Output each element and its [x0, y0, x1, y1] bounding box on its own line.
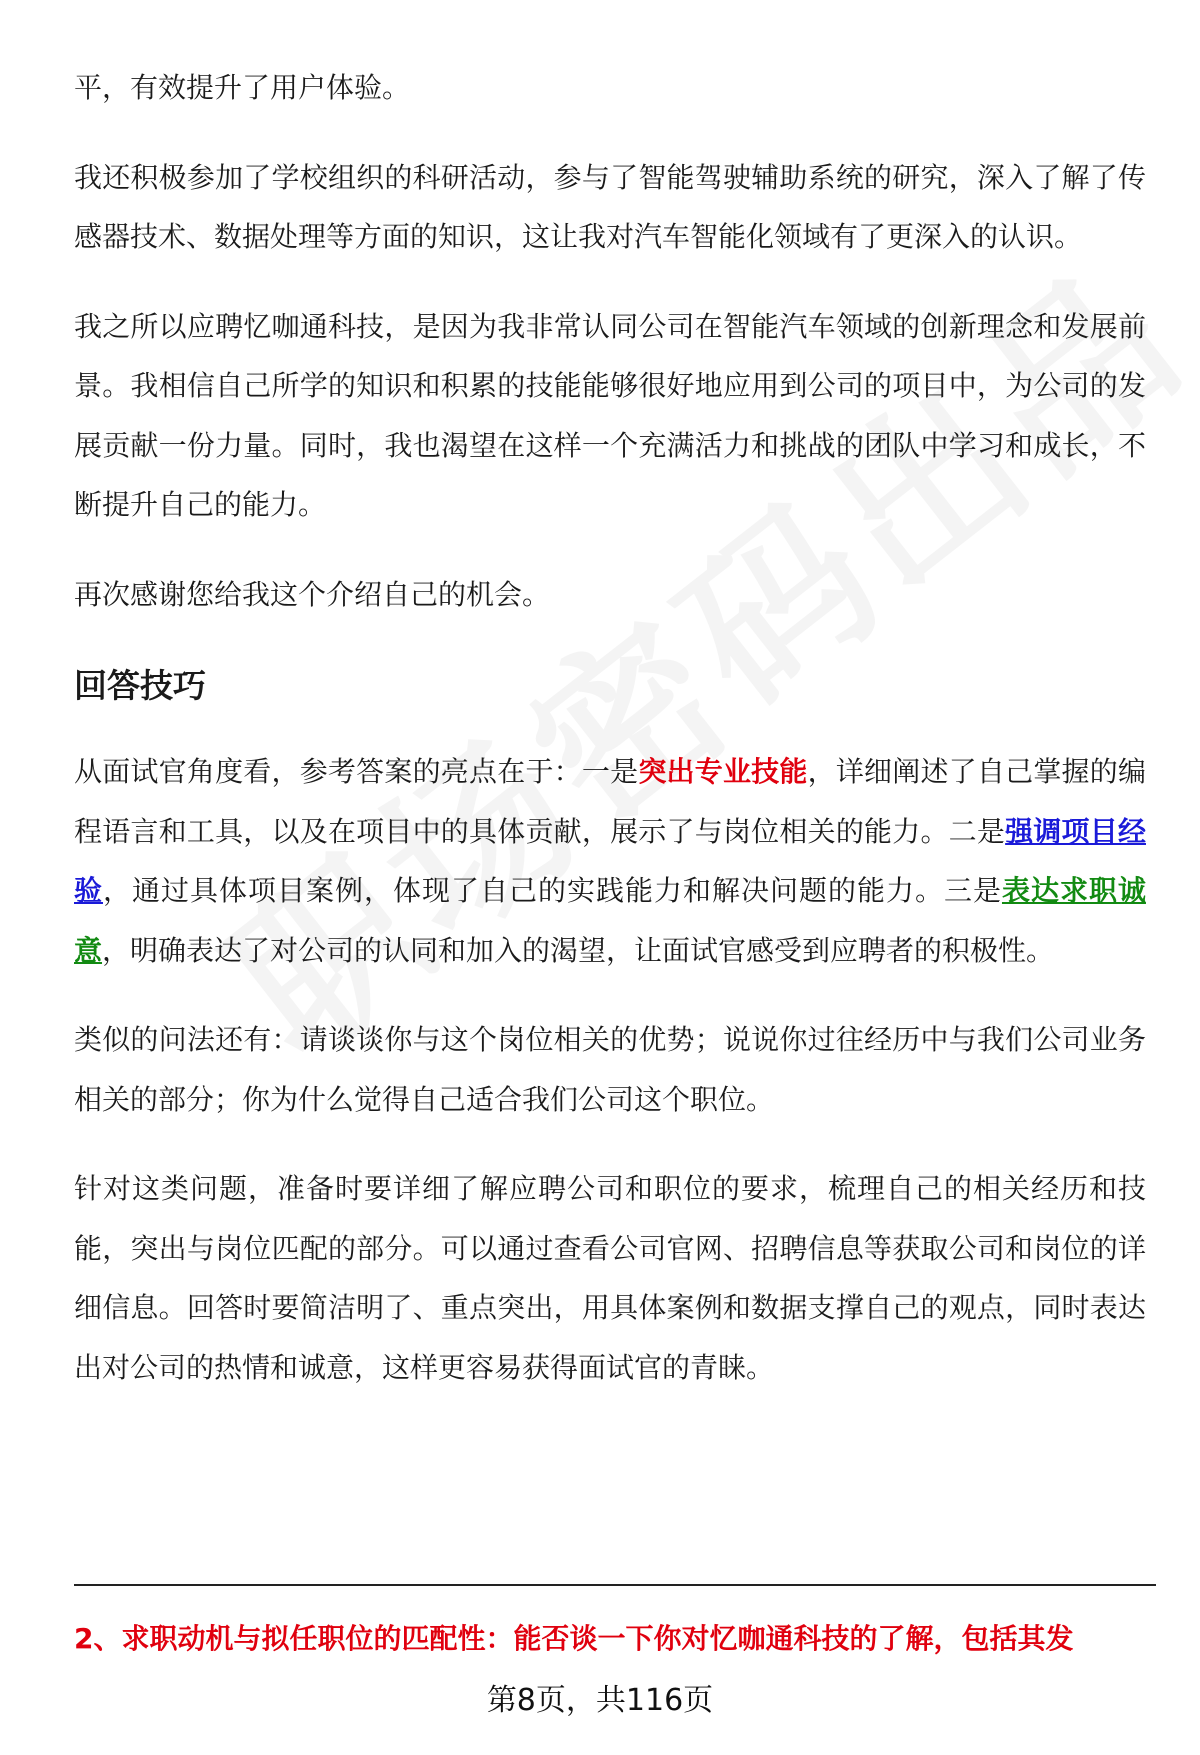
tips-text-c: ，通过具体项目案例，体现了自己的实践能力和解决问题的能力。三是: [103, 874, 1002, 907]
highlight-professional-skills: 突出专业技能: [638, 755, 808, 788]
tips-paragraph-3: 针对这类问题，准备时要详细了解应聘公司和职位的要求，梳理自己的相关经历和技能，突出与岗位匹配的部分。可以通过查看公司官网、招聘信息等获取公司和岗位的详细信息。回答时要简洁明了、重点突出，用具体案例和数据支撑自己的观点，同时表达出对公司的热情和诚意，这样更容易获得面试官的青睐。: [74, 1172, 1146, 1384]
page-footer: 第8页，共116页: [486, 1683, 714, 1718]
highlight-project-experience: 强调项目经验: [74, 814, 1146, 907]
paragraph-3: 我之所以应聘忆咖通科技，是因为我非常认同公司在智能汽车领域的创新理念和发展前景。我相信自己所学的知识和积累的技能能够很好地应用到公司的项目中，为公司的发展贡献一份力量。同时，我也渴望在这样一个充满活力和挑战的团队中学习和成长，不断提升自己的能力。: [74, 309, 1146, 521]
document-body: [74, 58, 1146, 1427]
highlight-sincerity: 表达求职诚意: [74, 874, 1146, 967]
paragraph-1: 平，有效提升了用户体验。: [74, 71, 411, 104]
tips-text-d: ，明确表达了对公司的认同和加入的渴望，让面试官感受到应聘者的积极性。: [102, 933, 1055, 967]
section-title: 回答技巧: [74, 666, 206, 705]
section-divider: [74, 1584, 1156, 1586]
paragraph-4: 再次感谢您给我这个介绍自己的机会。: [74, 577, 551, 611]
tips-text-a: 从面试官角度看，参考答案的亮点在于：一是: [74, 755, 639, 788]
tips-paragraph-1: [74, 742, 1146, 980]
next-question-heading: 2、求职动机与拟任职位的匹配性：能否谈一下你对忆咖通科技的了解，包括其发: [74, 1622, 1074, 1655]
paragraph-2: 我还积极参加了学校组织的科研活动，参与了智能驾驶辅助系统的研究，深入了解了传感器技术、数据处理等方面的知识，这让我对汽车智能化领域有了更深入的认识。: [74, 160, 1146, 253]
tips-text-b: ，详细阐述了自己掌握的编程语言和工具，以及在项目中的具体贡献，展示了与岗位相关的能力。二是: [74, 755, 1146, 848]
tips-paragraph-2: 类似的问法还有：请谈谈你与这个岗位相关的优势；说说你过往经历中与我们公司业务相关的部分；你为什么觉得自己适合我们公司这个职位。: [74, 1023, 1146, 1116]
